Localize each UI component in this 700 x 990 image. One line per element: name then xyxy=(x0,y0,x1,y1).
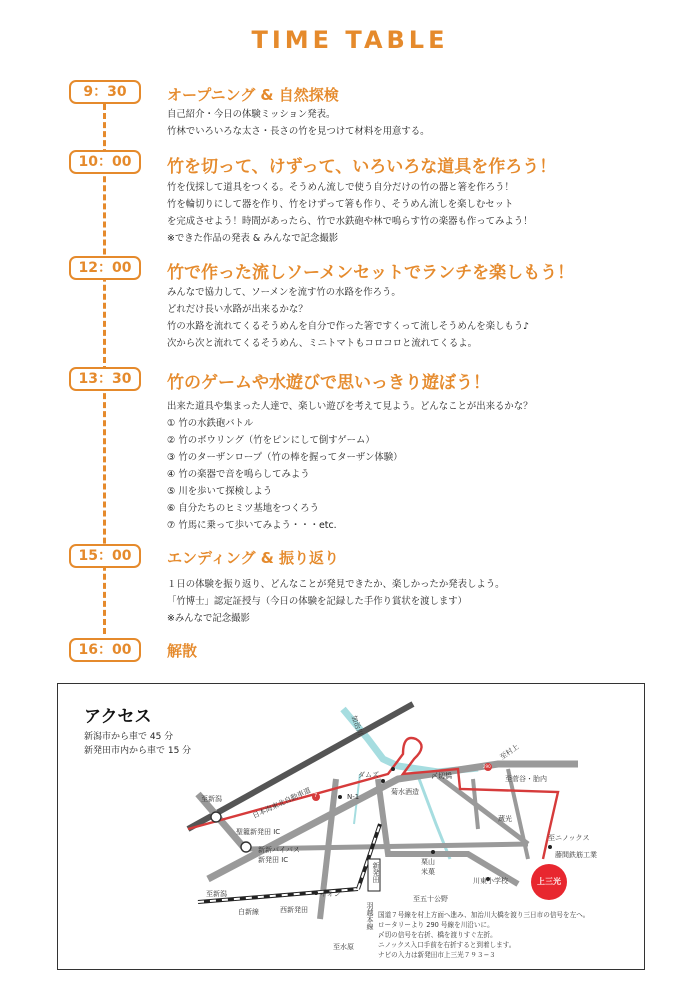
map-label: 〆切橋 xyxy=(431,772,452,780)
map-label: 川東小学校 xyxy=(473,877,508,885)
map-label: 至菅谷・胎内 xyxy=(505,775,547,783)
event-description: 自己紹介・今日の体験ミッション発表。 竹林でいろいろな太さ・長さの竹を見つけて材料を用意する。 xyxy=(167,109,430,137)
time-badge: 9：30 xyxy=(69,80,141,104)
route290-label: 290 xyxy=(483,764,491,769)
time-badge: 16：00 xyxy=(69,638,141,662)
event-description: １日の体験を振り返り、どんなことが発見できたか、楽しかったか発表しよう。 「竹博士」認定証授与（今日の体験を記録した手作り賞状を渡します） ※みんなで記念撮影 xyxy=(167,579,505,624)
time-badge: 10：00 xyxy=(69,150,141,174)
access-title: アクセス xyxy=(84,707,152,727)
page-title: TIME TABLE xyxy=(251,26,449,54)
road xyxy=(473,779,478,829)
map-label: 羽越本線 xyxy=(366,902,374,930)
map-label: 菊水酒造 xyxy=(391,788,419,796)
place-dot xyxy=(314,891,318,895)
time-badge: 15：00 xyxy=(69,544,141,568)
map-label: 蔵光 xyxy=(498,815,512,823)
map-label: 至五十公野 xyxy=(413,895,448,903)
directions-text: 国道７号線を村上方面へ進み、加治川大橋を渡り三日市の信号を左へ。 ロータリーより 290 号線を川沿いに。 〆切の信号を右折、橋を渡りすぐ左折。 ニノックス入口手前を右折すると到着します。 ナビの入力は新発田市上三光７９３−３ xyxy=(378,911,590,959)
map-label: イオン xyxy=(320,890,341,898)
map-label: ダムズ xyxy=(358,771,379,779)
ic-marker xyxy=(241,842,251,852)
event-title: 竹を切って、けずって、いろいろな道具を作ろう！ xyxy=(167,157,557,177)
map-label: N-1 xyxy=(347,793,360,801)
route7-label: 7 xyxy=(314,793,318,799)
map-label: 新発田 xyxy=(372,862,380,883)
map-label: 至水原 xyxy=(333,943,354,951)
map-label: 至村上 xyxy=(498,742,521,762)
access-line: 新発田市内から車で 15 分 xyxy=(84,746,192,756)
map-label: 加治川 xyxy=(349,714,365,737)
map-label: 至新潟 xyxy=(201,795,222,803)
place-dot xyxy=(381,779,385,783)
map-label: 新新バイパス 新発田 IC xyxy=(258,846,300,864)
map-label: 至新潟 xyxy=(206,890,227,898)
destination-marker: 上三光 xyxy=(531,864,567,900)
road xyxy=(438,776,528,844)
event-description: 出来た道具や集まった人達で、楽しい遊びを考えて見よう。どんなことが出来るかな？ ① 竹の水鉄砲バトル ② 竹のボウリング（竹をピンにして倒すゲーム） ③ 竹のターザンロープ（竹の棒を握ってターザン体験） ④ 竹の楽器で音を鳴らしてみよう ⑤ 川を歩いて探検しよう ⑥ 自分たちのヒミツ基地をつくろう ⑦ 竹馬に乗って歩いてみよう・・・etc. xyxy=(167,401,533,531)
map-label: 藤間鉄筋工業 xyxy=(555,851,597,859)
map-label: 至ニノックス xyxy=(548,834,590,842)
place-dot xyxy=(431,850,435,854)
map-label: 日本海東北自動車道 xyxy=(251,786,312,821)
time-badge: 13：30 xyxy=(69,367,141,391)
event-description: 竹を伐採して道具をつくる。そうめん流しで使う自分だけの竹の器と箸を作ろう！ 竹を輪切りにして器を作り、竹をけずって箸も作り、そうめん流しを楽しむセット を完成させよう！時間があったら、竹で水鉄砲や林で鳴らす竹の楽器も作ってみよう！ ※できた作品の発表 & みんなで記念撮影 xyxy=(167,182,533,244)
place-dot xyxy=(391,767,395,771)
event-title: 竹で作った流しソーメンセットでランチを楽しもう！ xyxy=(167,263,575,283)
event-title: オープニング & 自然探検 xyxy=(167,86,339,104)
map-label: 栗山 米菓 xyxy=(421,858,435,876)
time-badge: 12：00 xyxy=(69,256,141,280)
event-title: エンディング & 振り返り xyxy=(167,549,340,567)
event-title: 竹のゲームや水遊びで思いっきり遊ぼう！ xyxy=(167,373,490,393)
map-label: 西新発田 xyxy=(280,906,308,914)
event-title: 解散 xyxy=(167,642,198,660)
place-dot xyxy=(548,845,552,849)
map-label: 聖籠新発田 IC xyxy=(236,828,281,836)
map-label: 白新線 xyxy=(238,908,259,916)
ic-marker xyxy=(211,812,221,822)
access-section xyxy=(57,683,645,970)
event-description: みんなで協力して、ソーメンを流す竹の水路を作ろう。 どれだけ長い水路が出来るかな？ 竹の水路を流れてくるそうめんを自分で作った箸ですくって流しそうめんを楽しもう♪ 次から次と流れてくるそうめん、ミニトマトもコロコロと流れてくるよ。 xyxy=(167,287,530,349)
place-dot xyxy=(338,795,342,799)
access-line: 新潟市から車で 45 分 xyxy=(84,732,174,742)
